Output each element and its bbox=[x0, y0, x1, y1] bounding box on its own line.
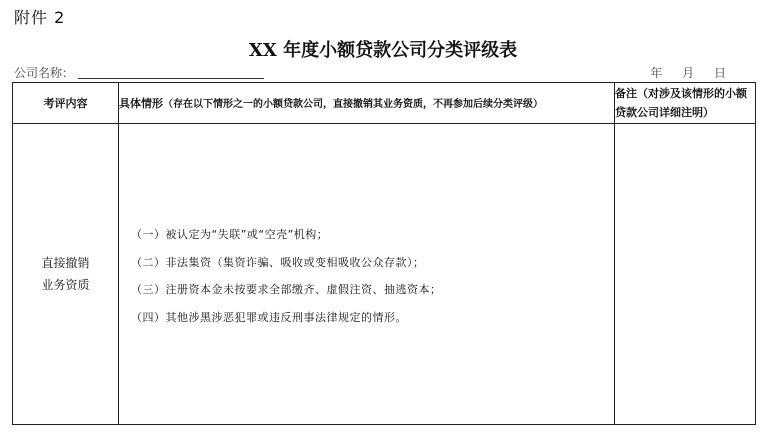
attachment-label: 附件 2 bbox=[14, 8, 66, 27]
category-line: 业务资质 bbox=[41, 278, 90, 292]
header-specific-note: （存在以下情形之一的小额贷款公司，直接撤销其业务资质，不再参加后续分类评级） bbox=[163, 99, 543, 110]
date-day-label: 日 bbox=[713, 66, 726, 80]
header-specific-circumstances bbox=[119, 83, 615, 124]
rating-table bbox=[12, 82, 756, 425]
date-year-label: 年 bbox=[650, 66, 663, 80]
remarks-cell[interactable] bbox=[615, 124, 756, 425]
list-item: （三）注册资本金未按要求全部缴齐、虚假注资、抽逃资本； bbox=[131, 283, 442, 296]
list-item: （二）非法集资（集资诈骗、吸收或变相吸收公众存款）； bbox=[131, 255, 425, 269]
page-title: XX 年度小额贷款公司分类评级表 bbox=[248, 40, 518, 61]
date-field bbox=[634, 64, 726, 81]
list-item: （四）其他涉黑涉恶犯罪或违反刑事法律规定的情形。 bbox=[131, 310, 407, 324]
header-remarks: 备注（对涉及该情形的小额贷款公司详细注明） bbox=[615, 83, 756, 124]
table-header-row bbox=[13, 83, 756, 124]
category-line: 直接撤销 bbox=[41, 256, 90, 270]
header-specific-main: 具体情形 bbox=[119, 97, 163, 110]
company-name-label: 公司名称： bbox=[14, 66, 75, 80]
list-item: （一）被认定为“失联”或“空壳”机构； bbox=[131, 228, 329, 241]
meta-row bbox=[14, 64, 756, 82]
table-row bbox=[13, 124, 756, 425]
header-evaluation-content: 考评内容 bbox=[13, 83, 119, 124]
date-month-label: 月 bbox=[682, 66, 695, 80]
circumstances-list bbox=[119, 227, 614, 337]
category-cell bbox=[13, 124, 119, 425]
circumstances-cell bbox=[119, 124, 615, 425]
company-name-blank[interactable] bbox=[78, 78, 264, 79]
